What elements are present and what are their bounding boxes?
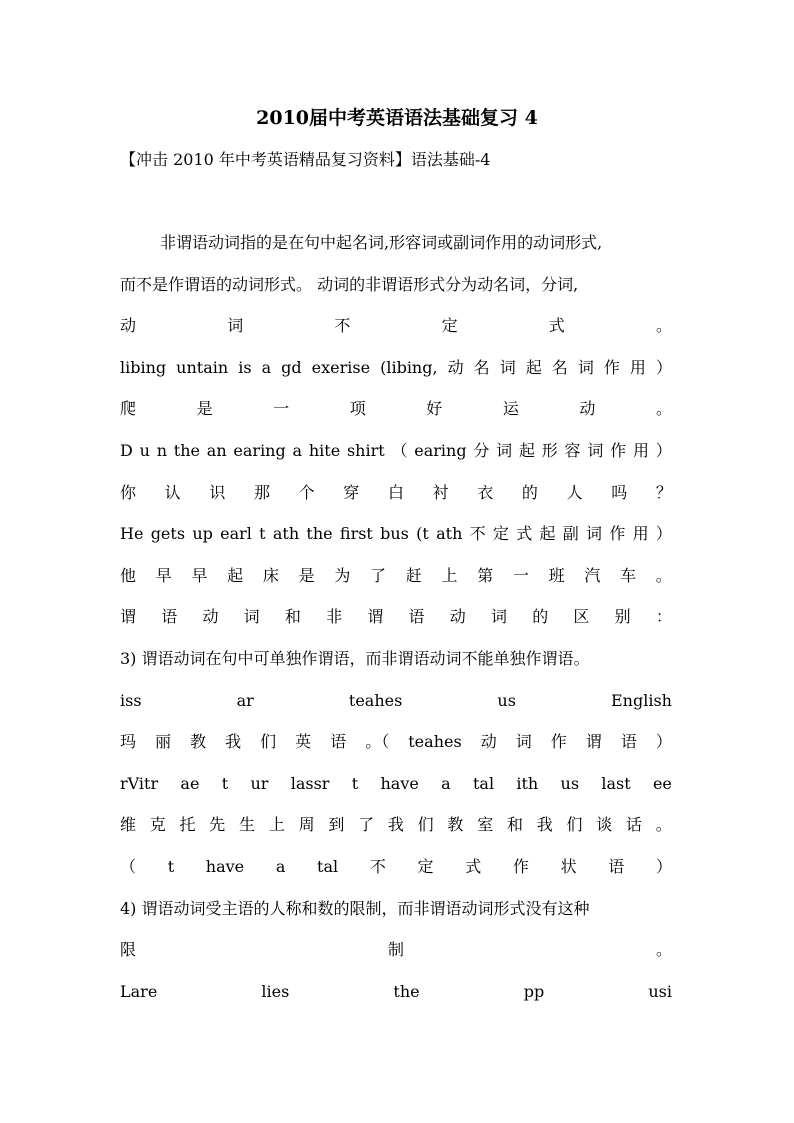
body-line [120,519,672,549]
body-line [120,810,672,840]
line-token: last [601,773,631,793]
line-token: 维 [120,815,137,835]
line-token: 起 [518,441,535,460]
line-token: English [610,690,672,710]
line-token: 形 [541,441,558,460]
line-token: 起 [227,565,244,585]
line-token: a [441,773,451,793]
line-token: 词 [577,357,594,377]
line-token: 话 [626,815,643,835]
line-token: have [205,857,245,876]
line-token: 衣 [477,482,494,502]
line-token: 室 [477,815,494,835]
line-token: 项 [349,399,366,419]
line-token: 周 [298,815,315,835]
line-token: n [156,441,168,460]
line-token: shirt [346,441,385,460]
body-line [120,686,672,716]
line-token: Lare [120,981,158,1001]
line-token: rVitr [120,773,159,793]
line-token: iss [120,690,142,710]
line-token: bus [380,524,409,544]
line-token: ae [180,773,200,793]
line-token: usi [648,981,672,1001]
line-token: 一 [512,565,529,585]
line-token: 用 [632,441,649,460]
line-token: 词 [499,357,516,377]
line-token: 定 [417,857,434,876]
line-token: 你 [120,482,137,502]
line-token: 好 [426,399,443,419]
body-line [120,353,672,383]
line-token: the [393,981,420,1001]
line-token: exerise [311,357,371,377]
body-line [120,727,672,757]
line-token: ） [655,732,672,752]
line-token: 爬 [120,399,137,419]
line-token: 名 [551,357,568,377]
line-token: ath [436,524,463,544]
line-token: 那 [253,482,270,502]
line-token: 是 [196,399,213,419]
line-token: 。 [655,399,672,419]
line-token: teahes [408,732,462,752]
line-token: 白 [387,482,404,502]
line-token: 词 [515,732,532,752]
line-token: 语 [620,732,637,752]
line-token: 词 [586,524,603,544]
line-token: 上 [268,815,285,835]
line-token: 作 [512,857,529,876]
body-line [120,561,672,591]
line-token: 们 [260,732,277,752]
line-token: lies [261,981,290,1001]
line-token: 不 [369,857,386,876]
line-token: tal [317,857,339,876]
line-token: 词 [496,441,513,460]
line-token: 穿 [343,482,360,502]
line-token: pp [523,981,545,1001]
line-token: 起 [539,524,556,544]
line-token: ur [250,773,269,793]
body-line [120,769,672,799]
line-token: 我 [536,815,553,835]
line-token: gets [150,524,186,544]
line-token: have [380,773,419,793]
line-token: 早 [155,565,172,585]
line-token: 定 [441,316,458,336]
line-token: ath [272,524,300,544]
line-token: 了 [358,815,375,835]
line-token: 生 [239,815,256,835]
line-token: 词 [490,607,507,627]
line-token: 起 [525,357,542,377]
body-line: 3) 谓语动词在句中可单独作谓语，而非谓语动词不能单独作谓语。 [120,649,590,668]
line-token: 非 [326,607,343,627]
line-token: 个 [298,482,315,502]
line-token: 词 [243,607,260,627]
line-token: 动 [120,316,137,336]
line-token: 用 [629,357,646,377]
line-token: 床 [262,565,279,585]
line-token: 第 [477,565,494,585]
line-token: 先 [209,815,226,835]
line-token: 动 [447,357,464,377]
line-token: 定 [492,524,509,544]
line-token: 状 [560,857,577,876]
line-token: ee [652,773,672,793]
line-token: 了 [370,565,387,585]
line-token: earing [414,441,467,460]
body-line [120,394,672,424]
line-token: 式 [516,524,533,544]
line-token: is [238,357,252,377]
line-token: 吗 [611,482,628,502]
line-token: 汽 [584,565,601,585]
line-token: 为 [334,565,351,585]
line-token: the [173,441,200,460]
line-token: He [120,524,144,544]
line-token: 克 [149,815,166,835]
line-token: 作 [603,357,620,377]
line-token: teahes [348,690,403,710]
line-token: （ [391,441,408,460]
line-token: t [259,524,266,544]
line-token: 是 [298,565,315,585]
line-token: ） [655,524,672,544]
line-token: ） [655,357,672,377]
line-token: 动 [202,607,219,627]
line-token: 认 [164,482,181,502]
line-token: 作 [609,524,626,544]
line-token: 区 [573,607,590,627]
line-token: u [139,441,150,460]
line-token: 用 [632,524,649,544]
body-line: 4) 谓语动词受主语的人称和数的限制，而非谓语动词形式没有这种 [120,898,590,918]
line-token: 运 [502,399,519,419]
line-token: （ [120,857,137,876]
line-token: 。 [655,815,672,835]
line-token: the [306,524,333,544]
body-line [120,311,672,341]
line-token: 语 [161,607,178,627]
line-token: t [221,773,229,793]
line-token: 词 [227,316,244,336]
line-token: 一 [273,399,290,419]
line-token: 车 [620,565,637,585]
line-token: 教 [447,815,464,835]
body-line [120,852,672,882]
line-token: 语 [330,732,347,752]
line-token: 。（ [365,732,390,752]
line-token: 到 [328,815,345,835]
line-token: 语 [608,857,625,876]
line-token: 不 [469,524,486,544]
line-token: 托 [179,815,196,835]
line-token: us [560,773,580,793]
line-token: ith [516,773,539,793]
line-token: 识 [209,482,226,502]
line-token: 动 [579,399,596,419]
line-token: tal [472,773,495,793]
line-token: hite [308,441,341,460]
page-subtitle: 【冲击 2010 年中考英语精品复习资料】语法基础-4 [120,150,491,169]
line-token: 的 [532,607,549,627]
line-token: 作 [550,732,567,752]
line-token: 。 [655,940,672,960]
line-token: 谈 [596,815,613,835]
line-token: 分 [473,441,490,460]
line-token: 式 [465,857,482,876]
line-token: 制 [387,940,404,960]
line-token: t [167,857,175,876]
body-line [120,977,672,1007]
line-token: (libing, [380,357,438,377]
line-token: t [351,773,359,793]
line-token: 教 [190,732,207,752]
line-token: 谓 [120,607,137,627]
line-token: 衬 [432,482,449,502]
line-token: 作 [610,441,627,460]
line-token: 我 [225,732,242,752]
line-token: 的 [521,482,538,502]
line-token: 。 [655,565,672,585]
line-token: earl [220,524,252,544]
line-token: 英 [295,732,312,752]
line-token: ： [655,607,672,627]
line-token: 不 [334,316,351,336]
line-token: 名 [473,357,490,377]
line-token: 和 [284,607,301,627]
line-token: 丽 [155,732,172,752]
line-token: 容 [564,441,581,460]
line-token: 玛 [120,732,137,752]
line-token: 动 [480,732,497,752]
line-token: 我 [387,815,404,835]
body-line: 非谓语动词指的是在句中起名词,形容词或副词作用的动词形式, [160,233,603,252]
line-token: 们 [417,815,434,835]
body-line [120,602,672,632]
line-token: earing [233,441,286,460]
line-token: up [192,524,213,544]
line-token: 上 [441,565,458,585]
line-token: 词 [587,441,604,460]
line-token: untain [176,357,229,377]
body-line [120,935,672,965]
line-token: 他 [120,565,137,585]
line-token: lassr [290,773,330,793]
line-token: 限 [120,940,137,960]
body-line [120,436,672,466]
line-token: first [339,524,373,544]
line-token: an [206,441,227,460]
body-line: 而不是作谓语的动词形式。 动词的非谓语形式分为动名词，分词, [120,274,579,294]
line-token: 人 [566,482,583,502]
line-token: 班 [548,565,565,585]
line-token: 谓 [585,732,602,752]
line-token: 早 [191,565,208,585]
line-token: gd [281,357,302,377]
line-token: ？ [655,482,672,502]
line-token: 们 [566,815,583,835]
line-token: 赶 [405,565,422,585]
body-line [120,478,672,508]
line-token: 谓 [367,607,384,627]
line-token: 别 [614,607,631,627]
line-token: 和 [506,815,523,835]
line-token: a [292,441,303,460]
line-token: ） [655,441,672,460]
line-token: 。 [655,316,672,336]
line-token: us [497,690,516,710]
line-token: 语 [408,607,425,627]
page-title: 2010届中考英语语法基础复习 4 [256,107,538,129]
line-token: D [120,441,133,460]
line-token: libing [120,357,167,377]
line-token: 副 [562,524,579,544]
line-token: a [261,357,272,377]
line-token: ar [236,690,254,710]
line-token: 式 [548,316,565,336]
line-token: a [275,857,286,876]
line-token: ） [655,857,672,876]
line-token: 动 [449,607,466,627]
line-token: (t [416,524,429,544]
